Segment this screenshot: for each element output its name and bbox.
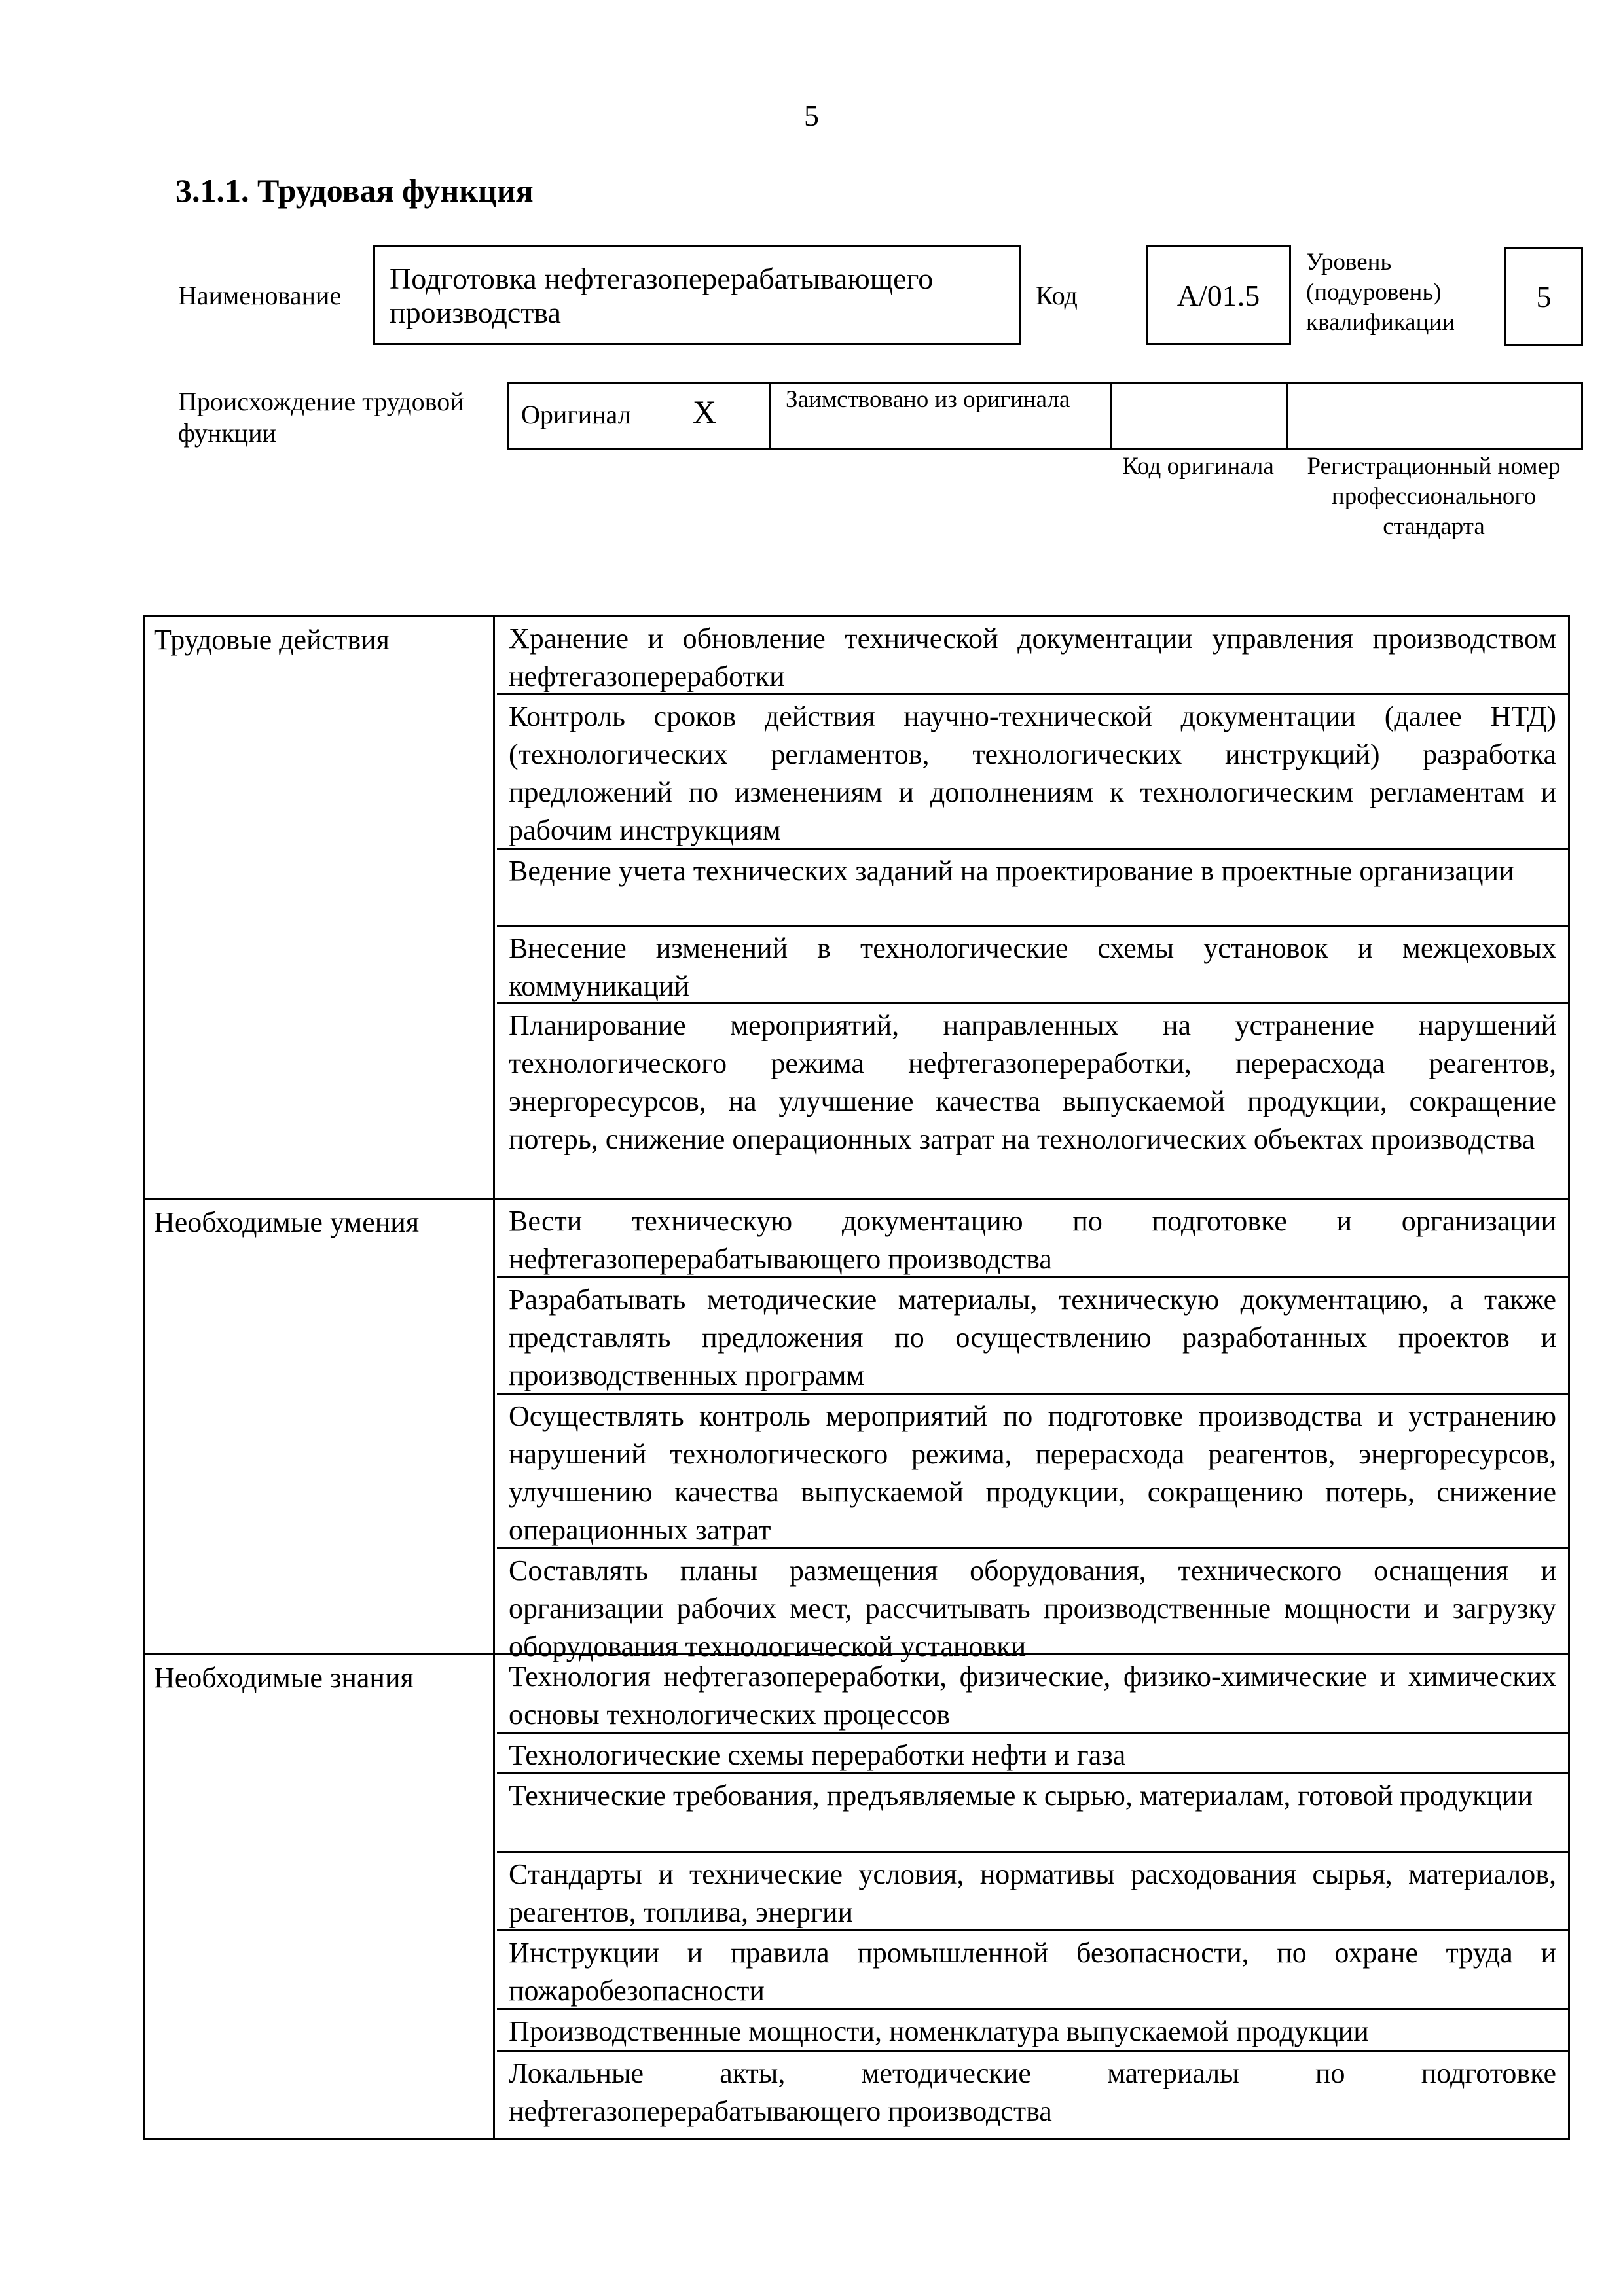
name-value: Подготовка нефтегазоперерабатывающего производства (390, 262, 934, 329)
section-heading: 3.1.1. Трудовая функция (175, 172, 534, 209)
table-row: Технические требования, предъявляемые к сырью, материалам, готовой продукции (497, 1774, 1568, 1853)
code-value-box (1146, 245, 1291, 345)
page-number: 5 (804, 99, 819, 132)
code-original-caption: Код оригинала (1122, 453, 1274, 480)
table-row: Производственные мощности, номенклатура выпускаемой продукции (497, 2010, 1568, 2052)
table-row: Инструкции и правила промышленной безопасности, по охране труда и пожаробезопасности (497, 1931, 1568, 2010)
level-value: 5 (1536, 279, 1552, 314)
code-label: Код (1036, 281, 1078, 310)
origin-original-cell (509, 384, 771, 448)
reg-number-caption: Регистрационный номер профессионального стандарта (1307, 453, 1561, 540)
table-row: Составлять планы размещения оборудования, технического оснащения и организации рабочих мест, рассчитывать производственные мощности и загрузку оборудования технологической установки (509, 1554, 1556, 1662)
borrowed-label: Заимствовано из оригинала (786, 386, 1070, 413)
table-row: Хранение и обновление технической документации управления производством нефтегазопереработки (497, 617, 1568, 695)
table-row: Осуществлять контроль мероприятий по подготовке производства и устранению нарушений технологического режима, перерасхода реагентов, энергоресурсов, улучшению качества выпускаемой продукции, сокращению потерь, снижение операционных затрат (497, 1395, 1568, 1549)
section-label-knowledge: Необходимые знания (154, 1662, 414, 1694)
origin-label: Происхождение трудовой функции (178, 387, 464, 448)
table-row: Планирование мероприятий, направленных на устранение нарушений технологического режима нефтегазопереработки, перерасхода реагентов, энергоресурсов, на улучшение качества выпускаемой продукции, сокращение потерь, снижение операционных затрат на технологических объектах производства (509, 1009, 1556, 1155)
level-label: Уровень (подуровень) квалификации (1306, 249, 1455, 336)
table-row: Ведение учета технических заданий на проектирование в проектные организации (497, 850, 1568, 927)
origin-table (507, 382, 1583, 450)
level-value-box (1504, 247, 1583, 346)
table-row: Вести техническую документацию по подготовке и организации нефтегазоперерабатывающего производства (497, 1200, 1568, 1278)
table-row: Локальные акты, методические материалы по подготовке нефтегазоперерабатывающего производства (509, 2057, 1556, 2127)
label-column (145, 617, 495, 2138)
name-label: Наименование (178, 281, 342, 310)
table-row: Контроль сроков действия научно-технической документации (далее НТД) (технологических регламентов, технологических инструкций) разработка предложений по изменениям и дополнениям к технологическим регламентам и рабочим инструкциям (497, 695, 1568, 850)
table-row: Стандарты и технические условия, нормативы расходования сырья, материалов, реагентов, топлива, энергии (497, 1853, 1568, 1931)
original-mark: X (693, 393, 717, 430)
table-row: Разрабатывать методические материалы, техническую документацию, а также представлять предложения по осуществлению разработанных проектов и производственных программ (497, 1278, 1568, 1395)
origin-code-cell (1112, 384, 1288, 448)
table-row: Технологические схемы переработки нефти и газа (497, 1734, 1568, 1774)
section-label-skills: Необходимые умения (154, 1206, 420, 1238)
name-value-box (373, 245, 1021, 345)
table-row: Технология нефтегазопереработки, физические, физико-химические и химических основы технологических процессов (497, 1655, 1568, 1734)
origin-reg-cell (1288, 384, 1581, 448)
labor-function-table (143, 615, 1570, 2140)
table-row: Внесение изменений в технологические схемы установок и межцеховых коммуникаций (497, 927, 1568, 1004)
origin-borrowed-cell (771, 384, 1112, 448)
section-label-actions: Трудовые действия (154, 624, 390, 656)
original-label: Оригинал (521, 400, 631, 429)
code-value: A/01.5 (1176, 278, 1260, 312)
